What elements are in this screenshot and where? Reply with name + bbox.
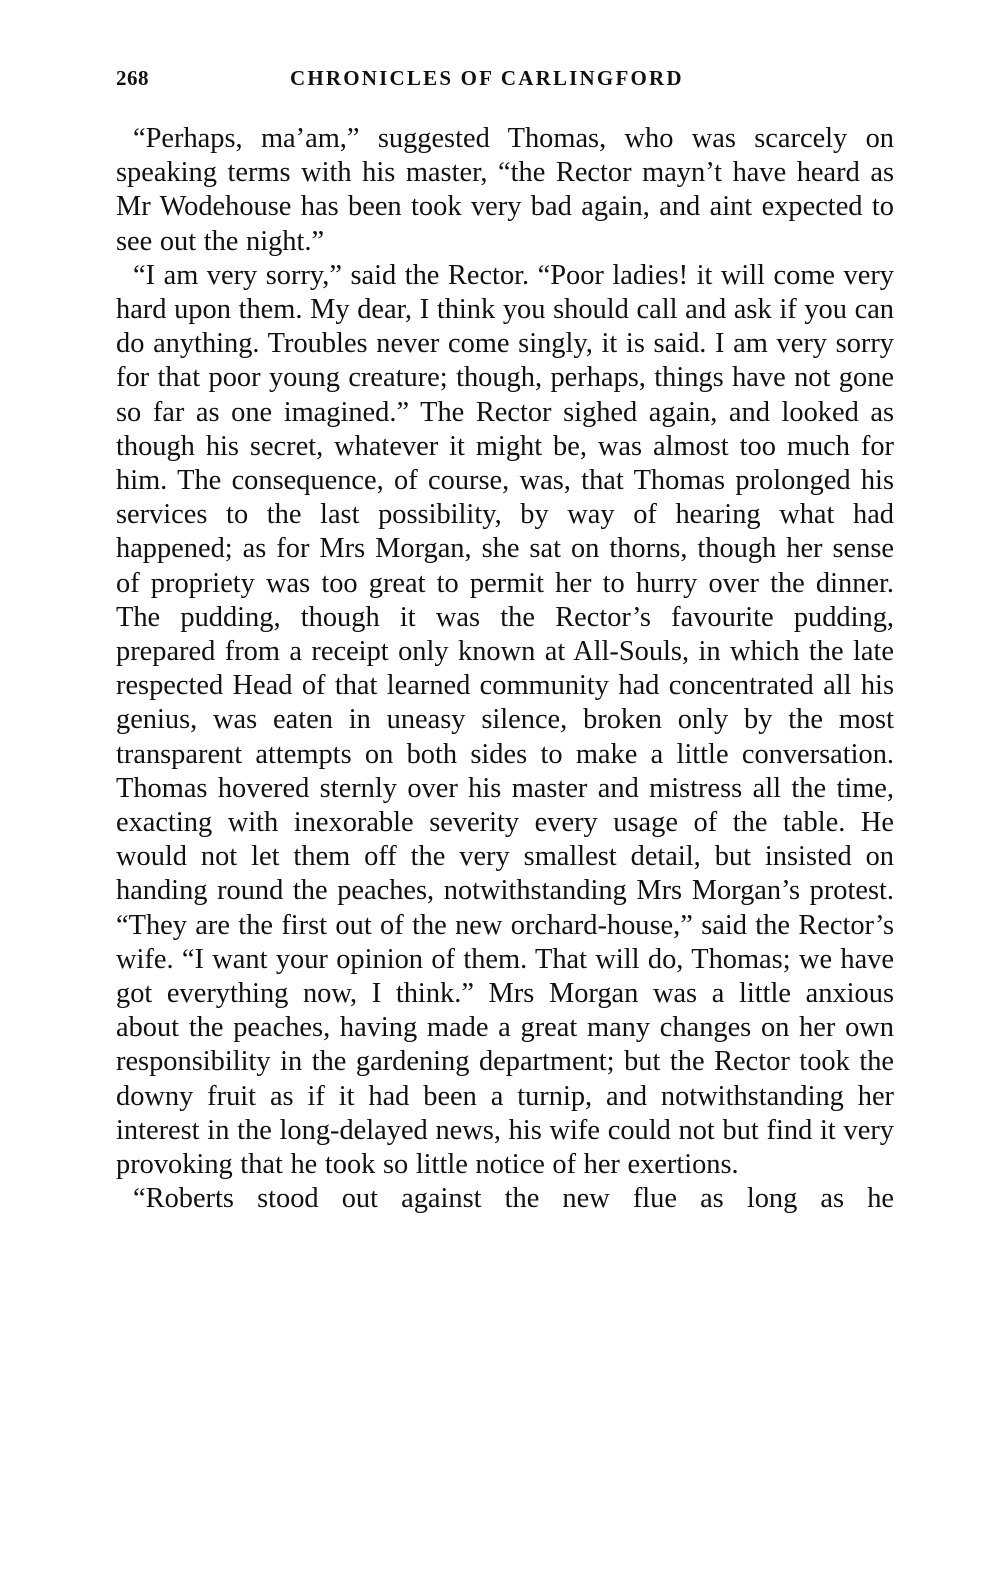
running-head bbox=[116, 62, 894, 106]
book-page bbox=[116, 62, 894, 1217]
paragraph: “Roberts stood out against the new flue as long as he bbox=[133, 1183, 894, 1215]
body-text bbox=[116, 122, 894, 1217]
paragraph: “I am very sorry,” said the Rector. “Poor ladies! it will come very hard upon them. My dear, I think you should call and ask if you can do anything. Troubles never come singly, it is said. I am very sorry for that poor young creature; though, perhaps, things have not gone so far as one imagined.” The Rector sighed again, and looked as though his secret, whatever it might be, was almost too much for him. The consequence, of course, was, that Thomas prolonged his services to the last possibility, by way of hearing what had happened; as for Mrs Morgan, she sat on thorns, though her sense of propriety was too great to permit her to hurry over the dinner. The pudding, though it was the Rector’s favourite pudding, prepared from a receipt only known at All-Souls, in which the late respected Head of that learned community had concentrated all his genius, was eaten in uneasy silence, broken only by the most transparent attempts on both sides to make a little conversation. Thomas hovered sternly over his master and mistress all the time, exacting with inexorable severity every usage of the table. He would not let them off the very smallest detail, but insisted on handing round the peaches, notwithstanding Mrs Morgan’s protest. “They are the first out of the new orchard-house,” said the Rector’s wife. “I want your opinion of them. That will do, Thomas; we have got everything now, I think.” Mrs Morgan was a little anxious about the peaches, having made a great many changes on her own responsibility in the gardening department; but the Rector took the downy fruit as if it had been a turnip, and notwithstanding her interest in the long-delayed news, his wife could not but find it very provoking that he took so little notice of her exertions. bbox=[116, 259, 894, 1181]
paragraph: “Perhaps, ma’am,” suggested Thomas, who was scarcely on speaking terms with his master, “the Rector mayn’t have heard as Mr Wodehouse has been took very bad again, and aint expected to see out the night.” bbox=[116, 123, 894, 257]
running-title: CHRONICLES OF CARLINGFORD bbox=[290, 66, 684, 90]
page-number: 268 bbox=[116, 66, 149, 90]
